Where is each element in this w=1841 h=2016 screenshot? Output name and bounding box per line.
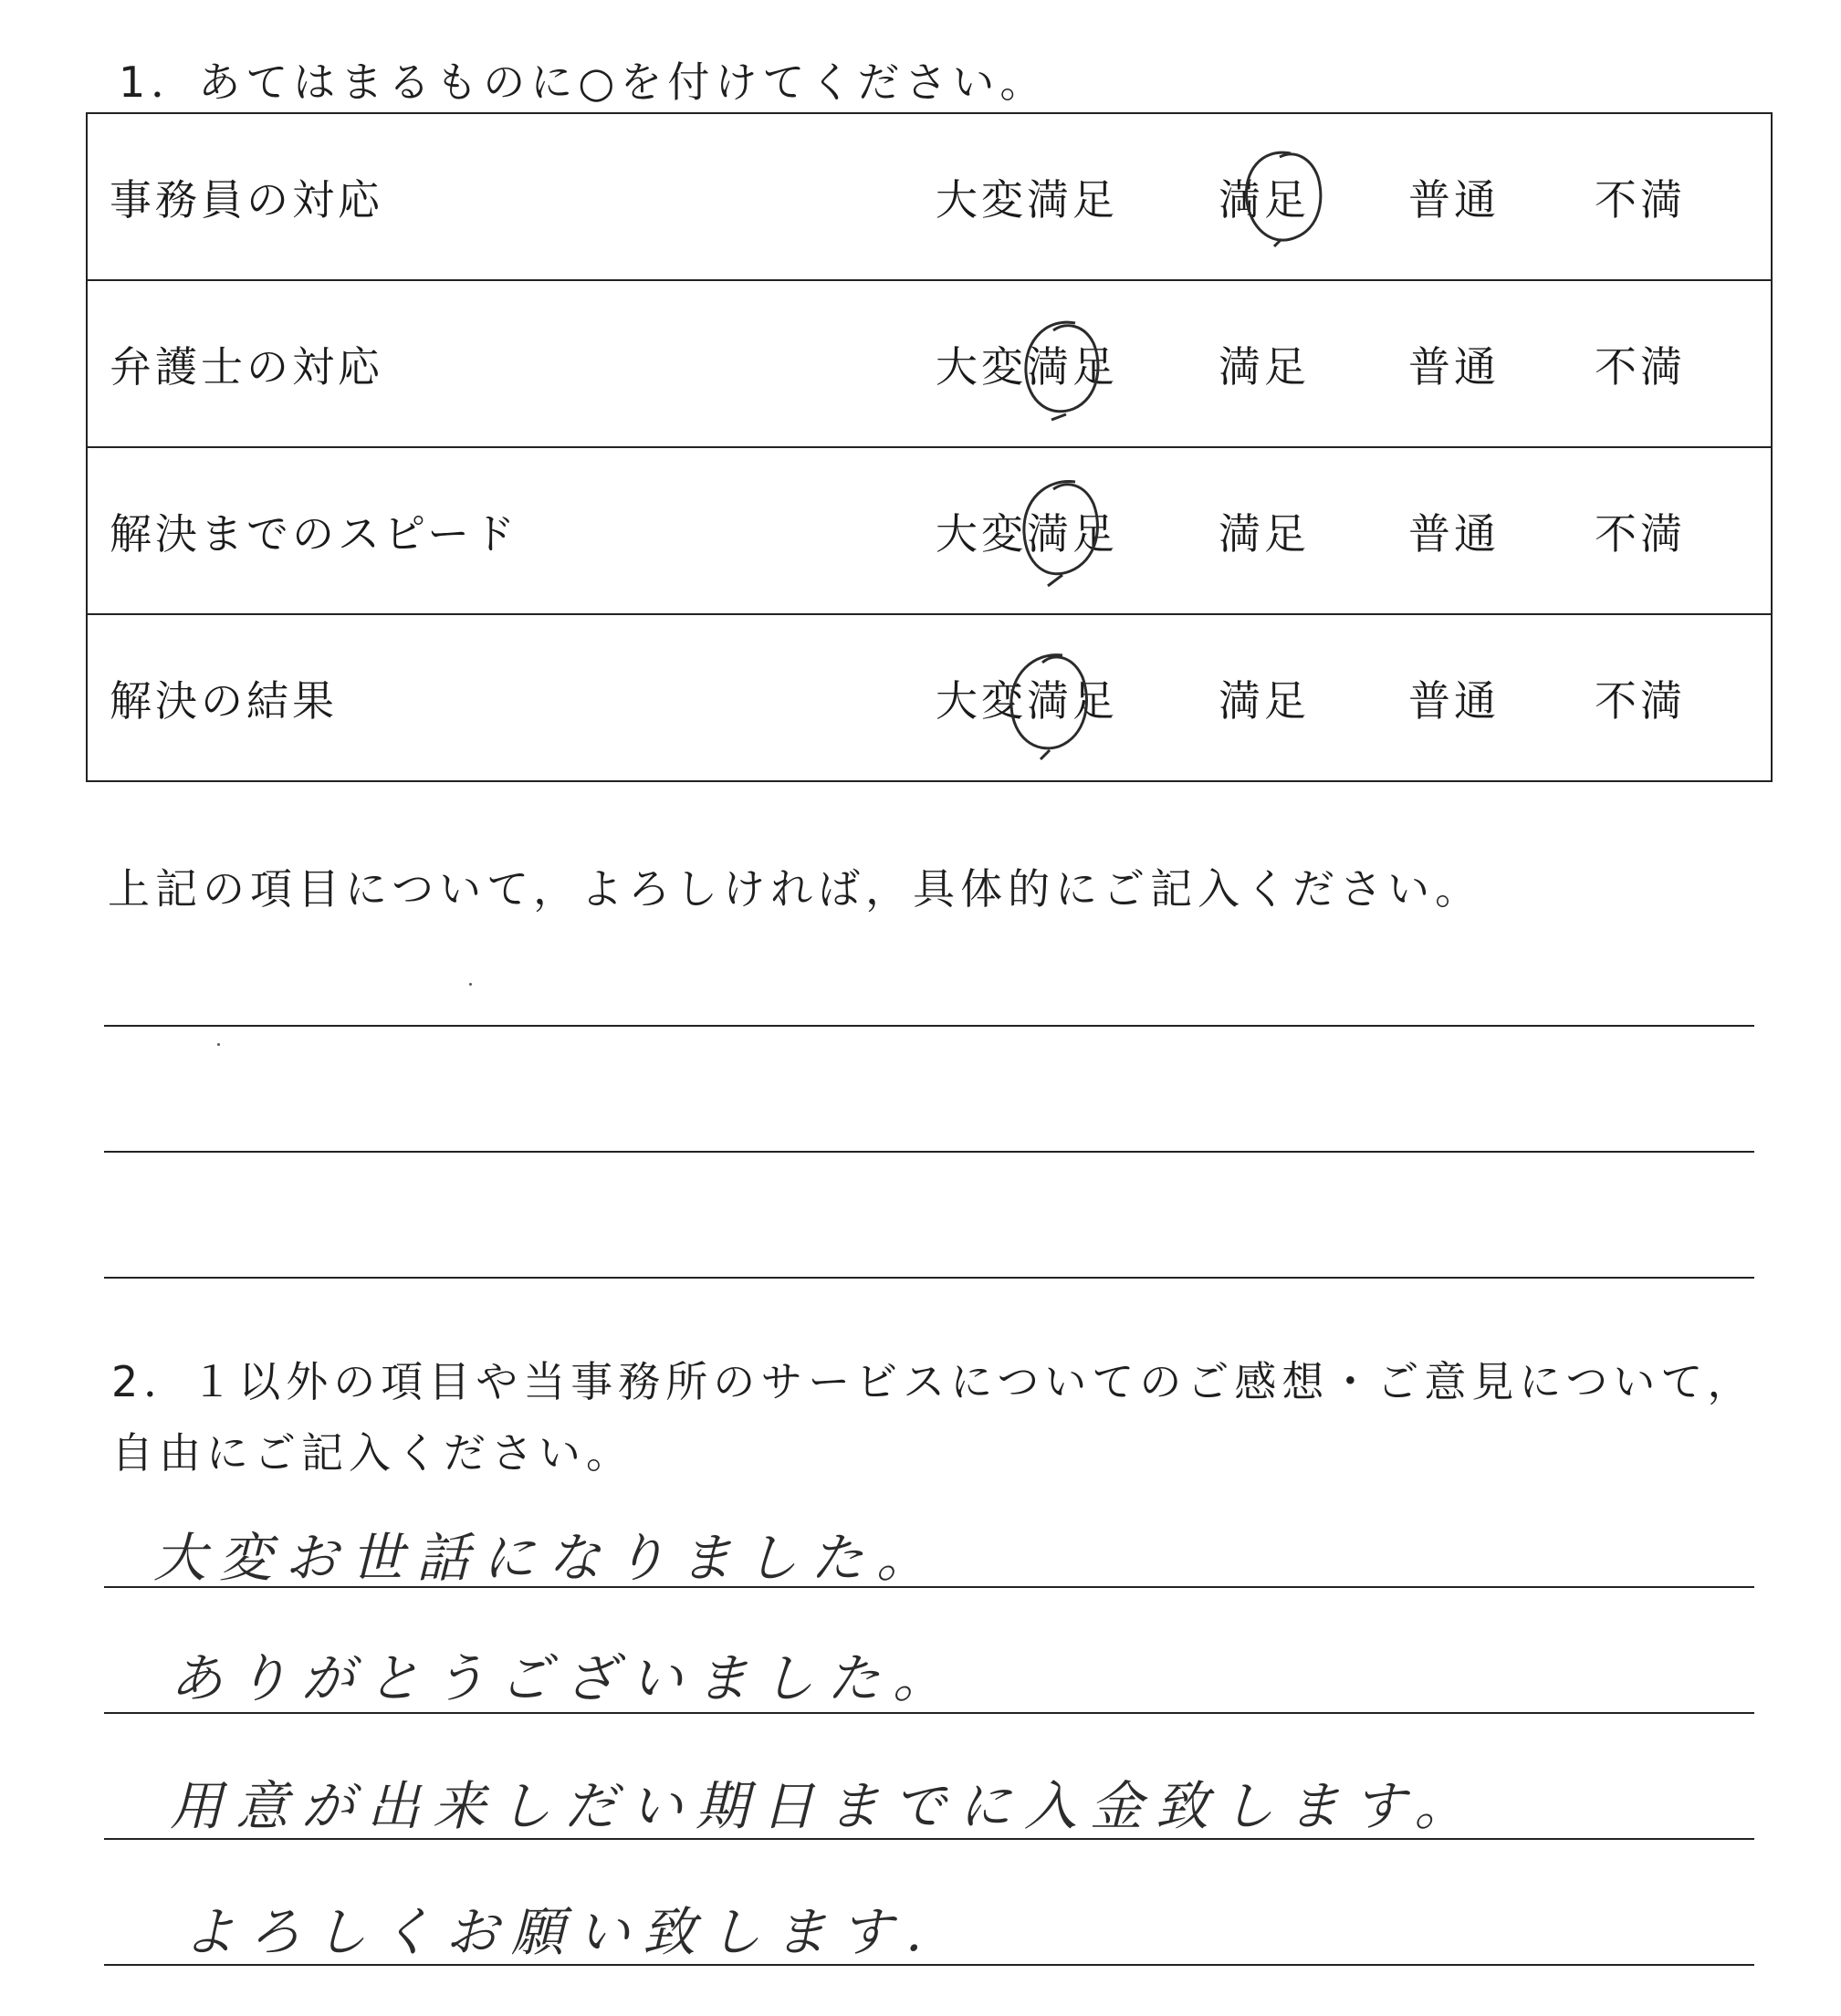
rating-table [86, 112, 1773, 782]
handwritten-answer: よろしくお願い致します. [183, 1901, 936, 1963]
rating-row [87, 113, 1772, 280]
question2-heading-cont: 自由にご記入ください。 [111, 1428, 633, 1478]
option-satisfied[interactable]: 満足 [1219, 113, 1408, 280]
answer-line[interactable] [104, 1964, 1754, 1966]
comment-line[interactable] [104, 1025, 1754, 1027]
option-dissatisfied[interactable]: 不満 [1595, 614, 1772, 781]
handwritten-answer: ありがとうございました。 [170, 1647, 959, 1709]
rating-row [87, 280, 1772, 447]
rating-item-label: 弁護士の対応 [87, 280, 936, 447]
question2-heading: 2．１以外の項目や当事務所のサービスについてのご感想・ご意見について， [111, 1357, 1755, 1406]
handwritten-answer: 大変お世話になりました。 [153, 1527, 943, 1589]
option-satisfied[interactable]: 満足 [1219, 447, 1408, 614]
option-very-satisfied[interactable]: 大変満足 [936, 280, 1219, 447]
option-normal[interactable]: 普通 [1408, 447, 1595, 614]
answer-line[interactable] [104, 1712, 1754, 1714]
rating-item-label: 解決までのスピード [87, 447, 936, 614]
answer-line[interactable] [104, 1586, 1754, 1588]
option-satisfied[interactable]: 満足 [1219, 280, 1408, 447]
comment-prompt: 上記の項目について，よろしければ，具体的にご記入ください。 [108, 864, 1483, 914]
rating-item-label: 解決の結果 [87, 614, 936, 781]
question1-heading: 1．あてはまるものに○を付けてください。 [119, 57, 1048, 107]
option-normal[interactable]: 普通 [1408, 280, 1595, 447]
option-dissatisfied[interactable]: 不満 [1595, 113, 1772, 280]
scan-speck [217, 1043, 220, 1046]
option-dissatisfied[interactable]: 不満 [1595, 280, 1772, 447]
comment-line[interactable] [104, 1277, 1754, 1279]
option-dissatisfied[interactable]: 不満 [1595, 447, 1772, 614]
comment-line[interactable] [104, 1151, 1754, 1153]
option-satisfied[interactable]: 満足 [1219, 614, 1408, 781]
scan-speck [469, 983, 472, 986]
option-normal[interactable]: 普通 [1408, 614, 1595, 781]
rating-row [87, 447, 1772, 614]
option-very-satisfied[interactable]: 大変満足 [936, 614, 1219, 781]
answer-line[interactable] [104, 1838, 1754, 1840]
option-very-satisfied[interactable]: 大変満足 [936, 447, 1219, 614]
rating-row [87, 614, 1772, 781]
handwritten-answer: 用意が出来しだい期日までに入金致します。 [170, 1775, 1480, 1837]
option-very-satisfied[interactable]: 大変満足 [936, 113, 1219, 280]
rating-item-label: 事務員の対応 [87, 113, 936, 280]
option-normal[interactable]: 普通 [1408, 113, 1595, 280]
